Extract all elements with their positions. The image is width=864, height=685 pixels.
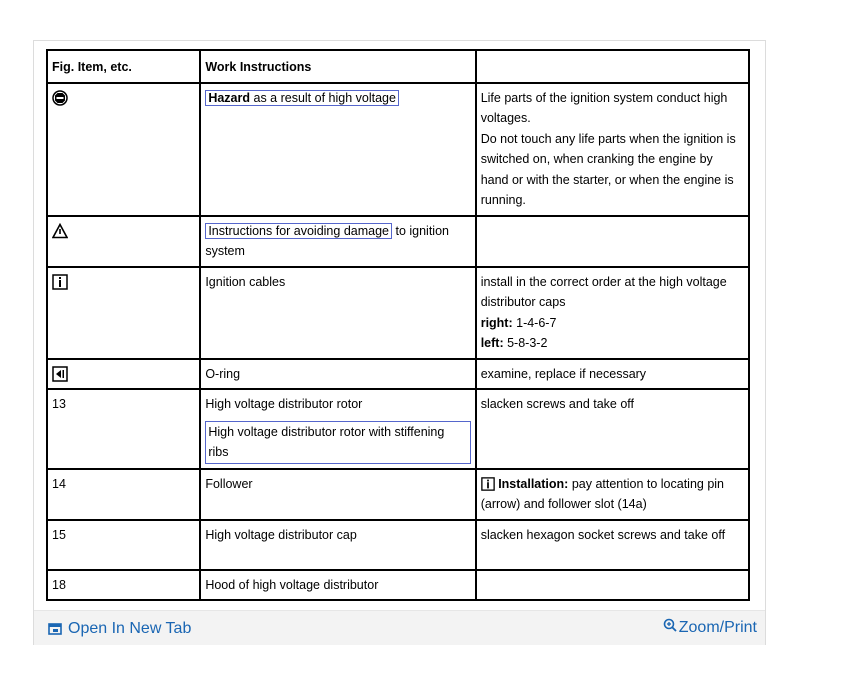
table-row [47, 389, 749, 469]
document-footer [34, 610, 765, 645]
item-cell [47, 359, 200, 390]
open-in-new-tab-label: Open In New Tab [68, 620, 192, 637]
work-cell: O-ring [200, 359, 475, 390]
highlighted-term: High voltage distributor rotor with stiffening ribs [205, 421, 470, 464]
highlighted-term: Instructions for avoiding damage [205, 223, 392, 239]
item-cell [47, 83, 200, 216]
work-cell: Ignition cables [200, 267, 475, 359]
table-row [47, 520, 749, 570]
stop-icon [52, 90, 68, 106]
note-line: Do not touch any life parts when the ignition is switched on, when cranking the engine by hand or with the starter, or when the engine is running. [480, 131, 736, 207]
table-row [47, 359, 749, 390]
notes-cell [476, 83, 749, 216]
zoom-print-link[interactable] [663, 618, 757, 638]
table-row [47, 267, 749, 359]
warning-triangle-icon [52, 223, 68, 239]
table-row [47, 83, 749, 216]
notes-cell: slacken hexagon socket screws and take off [476, 520, 749, 570]
notes-cell [476, 570, 749, 601]
notes-cell [476, 216, 749, 267]
work-cell: High voltage distributor rotor High voltage distributor rotor with stiffening ribs [200, 389, 475, 469]
notes-cell: slacken screws and take off [476, 389, 749, 469]
work-cell: Hood of high voltage distributor [200, 570, 475, 601]
document-frame [33, 40, 766, 645]
work-cell: High voltage distributor cap [200, 520, 475, 570]
table-header-row [47, 50, 749, 83]
notes-cell: examine, replace if necessary [476, 359, 749, 390]
item-cell [47, 267, 200, 359]
zoom-in-icon [663, 618, 677, 632]
info-icon [52, 274, 68, 290]
notes-cell [476, 267, 749, 359]
highlighted-term: Hazard as a result of high voltage [205, 90, 399, 106]
notes-cell: Installation: pay attention to locating pin (arrow) and follower slot (14a) [476, 469, 749, 520]
table-row [47, 570, 749, 601]
info-icon [481, 477, 495, 491]
item-cell [47, 216, 200, 267]
item-cell: 14 [47, 469, 200, 520]
header-notes [476, 50, 749, 83]
note-line: install in the correct order at the high voltage distributor caps [480, 274, 727, 309]
item-cell: 13 [47, 389, 200, 469]
new-tab-icon [48, 622, 62, 636]
header-work-instructions: Work Instructions [200, 50, 475, 83]
header-fig-item: Fig. Item, etc. [47, 50, 200, 83]
table-row [47, 469, 749, 520]
item-cell: 18 [47, 570, 200, 601]
note-right-line: right: 1-4-6-7 [480, 315, 557, 330]
work-cell: Instructions for avoiding damage to ignition system [200, 216, 475, 267]
seal-icon [52, 366, 68, 382]
zoom-print-label: Zoom/Print [678, 619, 757, 636]
work-cell: Follower [200, 469, 475, 520]
work-cell [200, 83, 475, 216]
item-cell: 15 [47, 520, 200, 570]
table-row [47, 216, 749, 267]
open-in-new-tab-link[interactable] [48, 620, 191, 638]
note-line: Life parts of the ignition system conduct high voltages. [480, 90, 728, 125]
work-instructions-table [46, 49, 750, 601]
note-left-line: left: 5-8-3-2 [480, 336, 548, 350]
